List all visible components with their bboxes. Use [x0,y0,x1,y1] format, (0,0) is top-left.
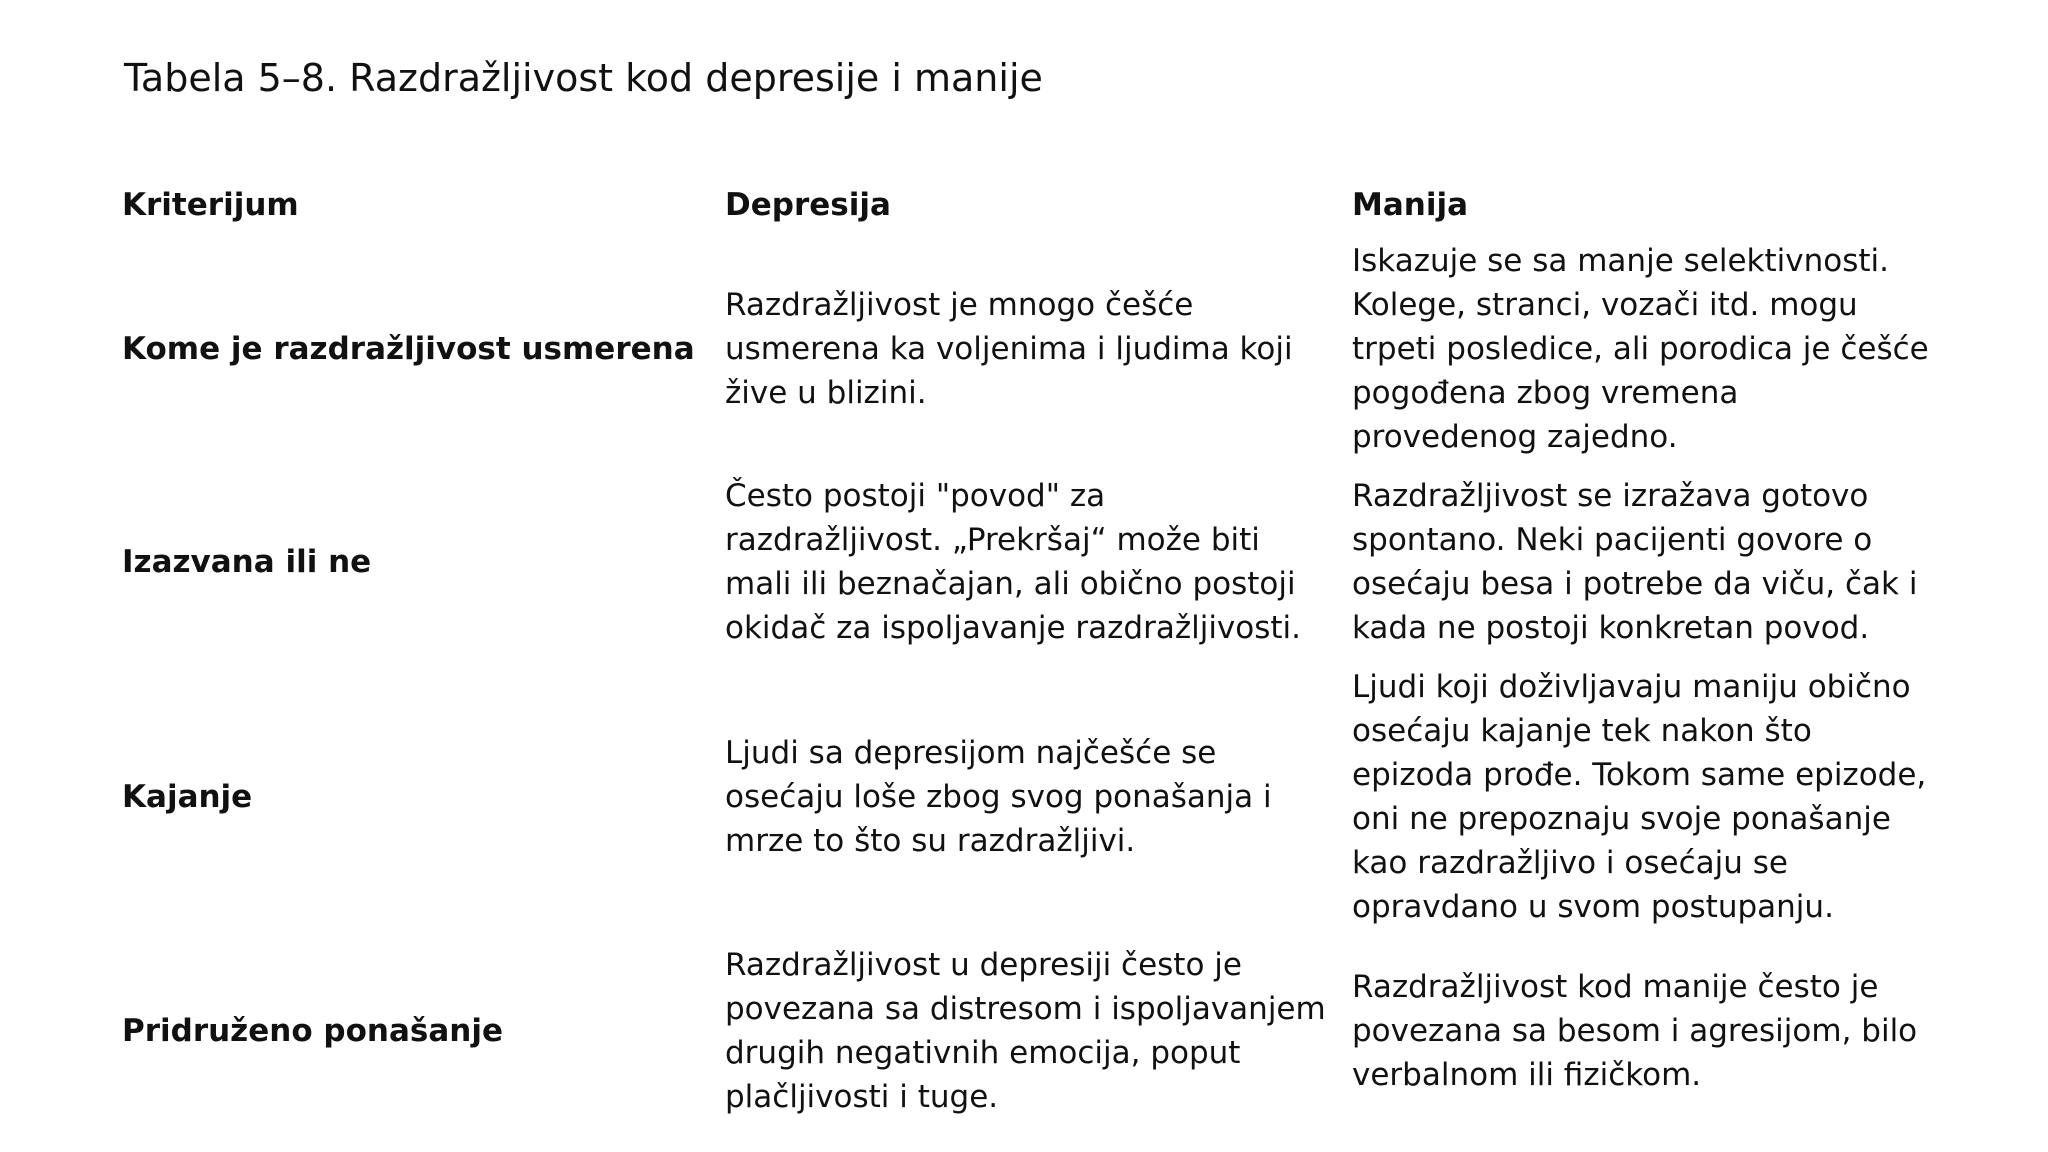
mania-cell: Iskazuje se sa manje selektivnosti. Kolege, stranci, vozači itd. mogu trpeti posledice, ali porodica je češće pogođena zbog vremena provedenog zajedno. [1352,243,1929,455]
table-row [122,466,1952,658]
criterion-cell: Kome je razdražljivost usmerena [122,331,695,367]
mania-cell: Razdražljivost kod manije često je povezana sa besom i agresijom, bilo verbalnom ili fizičkom. [1352,969,1918,1093]
table-header-row [122,178,1952,232]
page-title: Tabela 5–8. Razdražljivost kod depresije i manije [124,56,1043,100]
mania-cell: Razdražljivost se izražava gotovo spontano. Neki pacijenti govore o osećaju besa i potrebe da viču, čak i kada ne postoji konkretan povod. [1352,478,1918,646]
table-row [122,936,1952,1126]
table-row [122,658,1952,936]
depression-cell: Razdražljivost je mnogo češće usmerena ka voljenima i ljudima koji žive u blizini. [725,287,1293,411]
table-row [122,232,1952,466]
column-header-depression: Depresija [725,187,891,223]
column-header-criterion: Kriterijum [122,187,299,223]
criterion-cell: Kajanje [122,779,253,815]
comparison-table [122,178,1952,1126]
criterion-cell: Izazvana ili ne [122,544,372,580]
table-body [122,232,1952,1126]
criterion-cell: Pridruženo ponašanje [122,1013,503,1049]
depression-cell: Ljudi sa depresijom najčešće se osećaju loše zbog svog ponašanja i mrze to što su razdražljivi. [725,735,1272,859]
table-header [122,178,1952,232]
depression-cell: Razdražljivost u depresiji često je povezana sa distresom i ispoljavanjem drugih negativnih emocija, poput plačljivosti i tuge. [725,947,1326,1115]
mania-cell: Ljudi koji doživljavaju maniju obično osećaju kajanje tek nakon što epizoda prođe. Tokom same epizode, oni ne prepoznaju svoje ponašanje kao razdražljivo i osećaju se opravdano u svom postupanju. [1352,669,1927,925]
column-header-mania: Manija [1352,187,1469,223]
depression-cell: Često postoji "povod" za razdražljivost. „Prekršaj“ može biti mali ili beznačajan, ali obično postoji okidač za ispoljavanje razdražljivosti. [725,478,1302,646]
